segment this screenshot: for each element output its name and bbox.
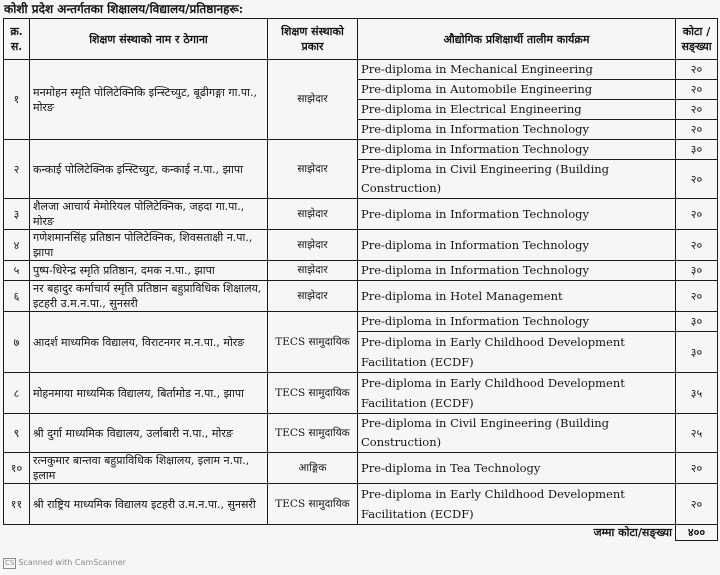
program-name: Pre-diploma in Hotel Management bbox=[358, 281, 676, 312]
table-row bbox=[4, 230, 718, 261]
institution-name: श्री दुर्गा माध्यमिक विद्यालय, उर्लाबारी न.पा., मोरङ bbox=[30, 414, 268, 453]
total-spacer bbox=[4, 525, 358, 541]
institution-name: नर बहादुर कर्माचार्य स्मृति प्रतिष्ठान बहुप्राविधिक शिक्षालय, इटहरी उ.म.न.पा., सुनसरी bbox=[30, 281, 268, 312]
table-row bbox=[4, 140, 718, 160]
program-quota: ३५ bbox=[676, 373, 718, 414]
program-name: Pre-diploma in Mechanical Engineering bbox=[358, 60, 676, 80]
program-quota: २० bbox=[676, 484, 718, 525]
program-quota: २० bbox=[676, 80, 718, 100]
header-quota: कोटा / सङ्ख्या bbox=[676, 19, 718, 60]
program-quota: २५ bbox=[676, 414, 718, 453]
row-serial-number: ३ bbox=[4, 199, 30, 230]
header-sn: क्र. स. bbox=[4, 19, 30, 60]
row-serial-number: ९ bbox=[4, 414, 30, 453]
institution-type: साझेदार bbox=[268, 199, 358, 230]
program-quota: ३० bbox=[676, 261, 718, 281]
program-name: Pre-diploma in Civil Engineering (Building Construction) bbox=[358, 414, 676, 453]
institution-type: TECS सामुदायिक bbox=[268, 373, 358, 414]
scanner-watermark bbox=[3, 558, 126, 569]
table-row bbox=[4, 484, 718, 525]
table-row bbox=[4, 414, 718, 453]
header-program: औद्योगिक प्रशिक्षार्थी तालीम कार्यक्रम bbox=[358, 19, 676, 60]
program-quota: २० bbox=[676, 100, 718, 120]
program-name: Pre-diploma in Information Technology bbox=[358, 230, 676, 261]
institution-type: साझेदार bbox=[268, 60, 358, 140]
program-quota: २० bbox=[676, 120, 718, 140]
header-type: शिक्षण संस्थाको प्रकार bbox=[268, 19, 358, 60]
institution-type: साझेदार bbox=[268, 140, 358, 199]
table-header-row bbox=[4, 19, 718, 60]
table-row bbox=[4, 60, 718, 80]
row-serial-number: ११ bbox=[4, 484, 30, 525]
table-row bbox=[4, 453, 718, 484]
program-quota: २० bbox=[676, 230, 718, 261]
program-name: Pre-diploma in Information Technology bbox=[358, 140, 676, 160]
table-row bbox=[4, 312, 718, 332]
program-name: Pre-diploma in Information Technology bbox=[358, 120, 676, 140]
row-serial-number: ४ bbox=[4, 230, 30, 261]
institution-type: TECS सामुदायिक bbox=[268, 484, 358, 525]
institution-type: साझेदार bbox=[268, 281, 358, 312]
institution-name: आदर्श माध्यमिक विद्यालय, विराटनगर म.न.पा., मोरङ bbox=[30, 312, 268, 373]
program-quota: ३० bbox=[676, 140, 718, 160]
camscanner-logo: CS bbox=[5, 559, 15, 567]
institution-type: TECS सामुदायिक bbox=[268, 312, 358, 373]
institution-name: श्री राष्ट्रिय माध्यमिक विद्यालय इटहरी उ.म.न.पा., सुनसरी bbox=[30, 484, 268, 525]
program-name: Pre-diploma in Information Technology bbox=[358, 312, 676, 332]
total-value: ४०० bbox=[676, 525, 718, 541]
program-name: Pre-diploma in Early Childhood Development Facilitation (ECDF) bbox=[358, 484, 676, 525]
table-row bbox=[4, 199, 718, 230]
scanner-text: Scanned with CamScanner bbox=[18, 558, 126, 567]
institution-name: शैलजा आचार्य मेमोरियल पोलिटेक्निक, जहदा गा.पा., मोरङ bbox=[30, 199, 268, 230]
total-row bbox=[4, 525, 718, 541]
program-name: Pre-diploma in Information Technology bbox=[358, 199, 676, 230]
program-name: Pre-diploma in Civil Engineering (Building Construction) bbox=[358, 160, 676, 199]
row-serial-number: ७ bbox=[4, 312, 30, 373]
table-row bbox=[4, 373, 718, 414]
program-name: Pre-diploma in Automobile Engineering bbox=[358, 80, 676, 100]
institution-name: मोहनमाया माध्यमिक विद्यालय, बिर्तामोड न.पा., झापा bbox=[30, 373, 268, 414]
program-quota: २० bbox=[676, 453, 718, 484]
program-name: Pre-diploma in Early Childhood Development Facilitation (ECDF) bbox=[358, 373, 676, 414]
row-serial-number: ५ bbox=[4, 261, 30, 281]
program-quota: २० bbox=[676, 281, 718, 312]
page-heading: कोशी प्रदेश अन्तर्गतका शिक्षालय/विद्यालय/प्रतिष्ठानहरू: bbox=[4, 2, 244, 16]
total-label: जम्मा कोटा/सङ्ख्या bbox=[358, 525, 676, 541]
institution-name: पुष्प-धिरेन्द्र स्मृति प्रतिष्ठान, दमक न.पा., झापा bbox=[30, 261, 268, 281]
institution-type: आङ्गिक bbox=[268, 453, 358, 484]
program-name: Pre-diploma in Electrical Engineering bbox=[358, 100, 676, 120]
institution-type: साझेदार bbox=[268, 230, 358, 261]
program-name: Pre-diploma in Tea Technology bbox=[358, 453, 676, 484]
row-serial-number: ८ bbox=[4, 373, 30, 414]
institution-name: मनमोहन स्मृति पोलिटेक्निकि इन्स्टिच्युट, बूढीगङ्गा गा.पा., मोरङ bbox=[30, 60, 268, 140]
program-name: Pre-diploma in Early Childhood Development Facilitation (ECDF) bbox=[358, 332, 676, 373]
header-institution: शिक्षण संस्थाको नाम र ठेगाना bbox=[30, 19, 268, 60]
row-serial-number: २ bbox=[4, 140, 30, 199]
institution-type: TECS सामुदायिक bbox=[268, 414, 358, 453]
institution-name: गणेशमानसिंह प्रतिष्ठान पोलिटेक्निक, शिवसताक्षी न.पा., झापा bbox=[30, 230, 268, 261]
table-row bbox=[4, 261, 718, 281]
row-serial-number: ६ bbox=[4, 281, 30, 312]
program-quota: २० bbox=[676, 160, 718, 199]
program-quota: ३० bbox=[676, 332, 718, 373]
program-name: Pre-diploma in Information Technology bbox=[358, 261, 676, 281]
table-row bbox=[4, 281, 718, 312]
program-quota: २० bbox=[676, 199, 718, 230]
row-serial-number: १ bbox=[4, 60, 30, 140]
institution-table bbox=[3, 18, 718, 541]
institution-name: कन्काई पोलिटेक्निक इन्स्टिच्युट, कन्काई न.पा., झापा bbox=[30, 140, 268, 199]
program-quota: ३० bbox=[676, 312, 718, 332]
row-serial-number: १० bbox=[4, 453, 30, 484]
program-quota: २० bbox=[676, 60, 718, 80]
table-body bbox=[4, 60, 718, 525]
institution-type: साझेदार bbox=[268, 261, 358, 281]
institution-name: रत्नकुमार बान्तवा बहुप्राविधिक शिक्षालय, इलाम न.पा., इलाम bbox=[30, 453, 268, 484]
